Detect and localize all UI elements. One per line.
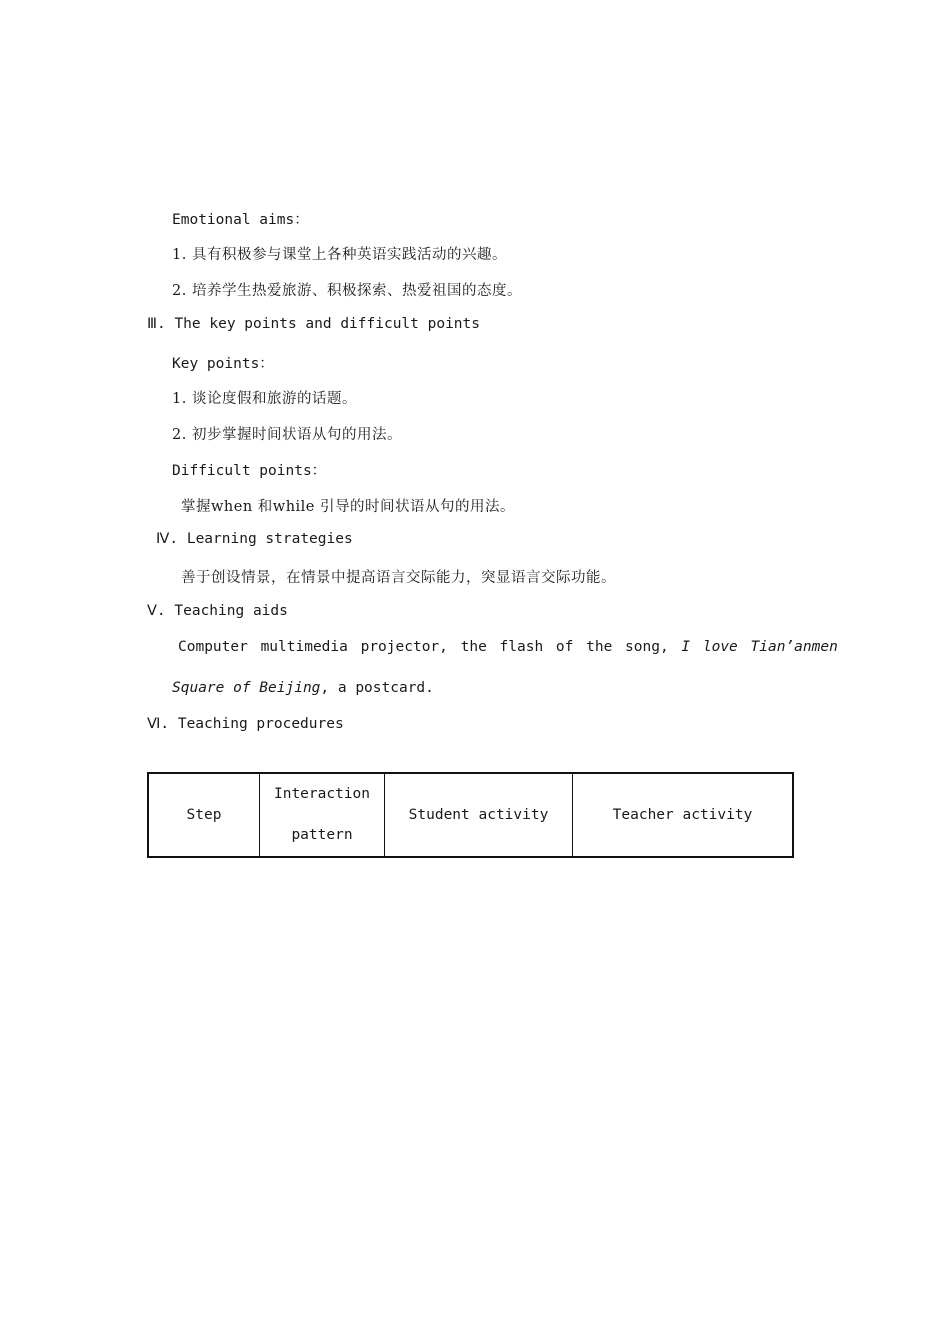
song-title-part-1: I love Tian’anmen: [681, 639, 838, 655]
key-point-1: 1. 谈论度假和旅游的话题。: [172, 391, 357, 407]
table-header-row: [148, 773, 793, 857]
teaching-aids-text-end: , a postcard.: [320, 680, 434, 696]
teaching-aids-line-2: [172, 680, 434, 696]
key-point-2: 2. 初步掌握时间状语从句的用法。: [172, 427, 402, 443]
procedures-table: [147, 772, 794, 858]
header-pattern: pattern: [291, 827, 353, 843]
emotional-aim-2: 2. 培养学生热爱旅游、积极探索、热爱祖国的态度。: [172, 283, 522, 299]
section-6-heading: Ⅵ. Teaching procedures: [147, 716, 344, 732]
teaching-aids-line-1: [178, 639, 838, 655]
learning-strategies-text: 善于创设情景，在情景中提高语言交际能力，突显语言交际功能。: [181, 570, 616, 586]
section-3-heading: Ⅲ. The key points and difficult points: [147, 316, 480, 332]
key-points-heading: Key points：: [172, 356, 274, 372]
header-step: Step: [148, 773, 260, 857]
section-5-heading: Ⅴ. Teaching aids: [147, 603, 288, 619]
header-student-activity: Student activity: [385, 773, 573, 857]
header-interaction-pattern: [260, 773, 385, 857]
emotional-aims-heading: Emotional aims：: [172, 212, 309, 228]
emotional-aim-1: 1. 具有积极参与课堂上各种英语实践活动的兴趣。: [172, 247, 507, 263]
difficult-points-heading: Difficult points：: [172, 463, 327, 479]
section-4-heading: Ⅳ. Learning strategies: [156, 531, 353, 547]
header-interaction: Interaction: [273, 786, 371, 802]
teaching-aids-text: Computer multimedia projector, the flash of the song,: [178, 639, 682, 655]
header-teacher-activity: Teacher activity: [573, 773, 794, 857]
song-title-part-2: Square of Beijing: [172, 680, 321, 696]
difficult-point-text: 掌握when 和while 引导的时间状语从句的用法。: [181, 499, 515, 515]
